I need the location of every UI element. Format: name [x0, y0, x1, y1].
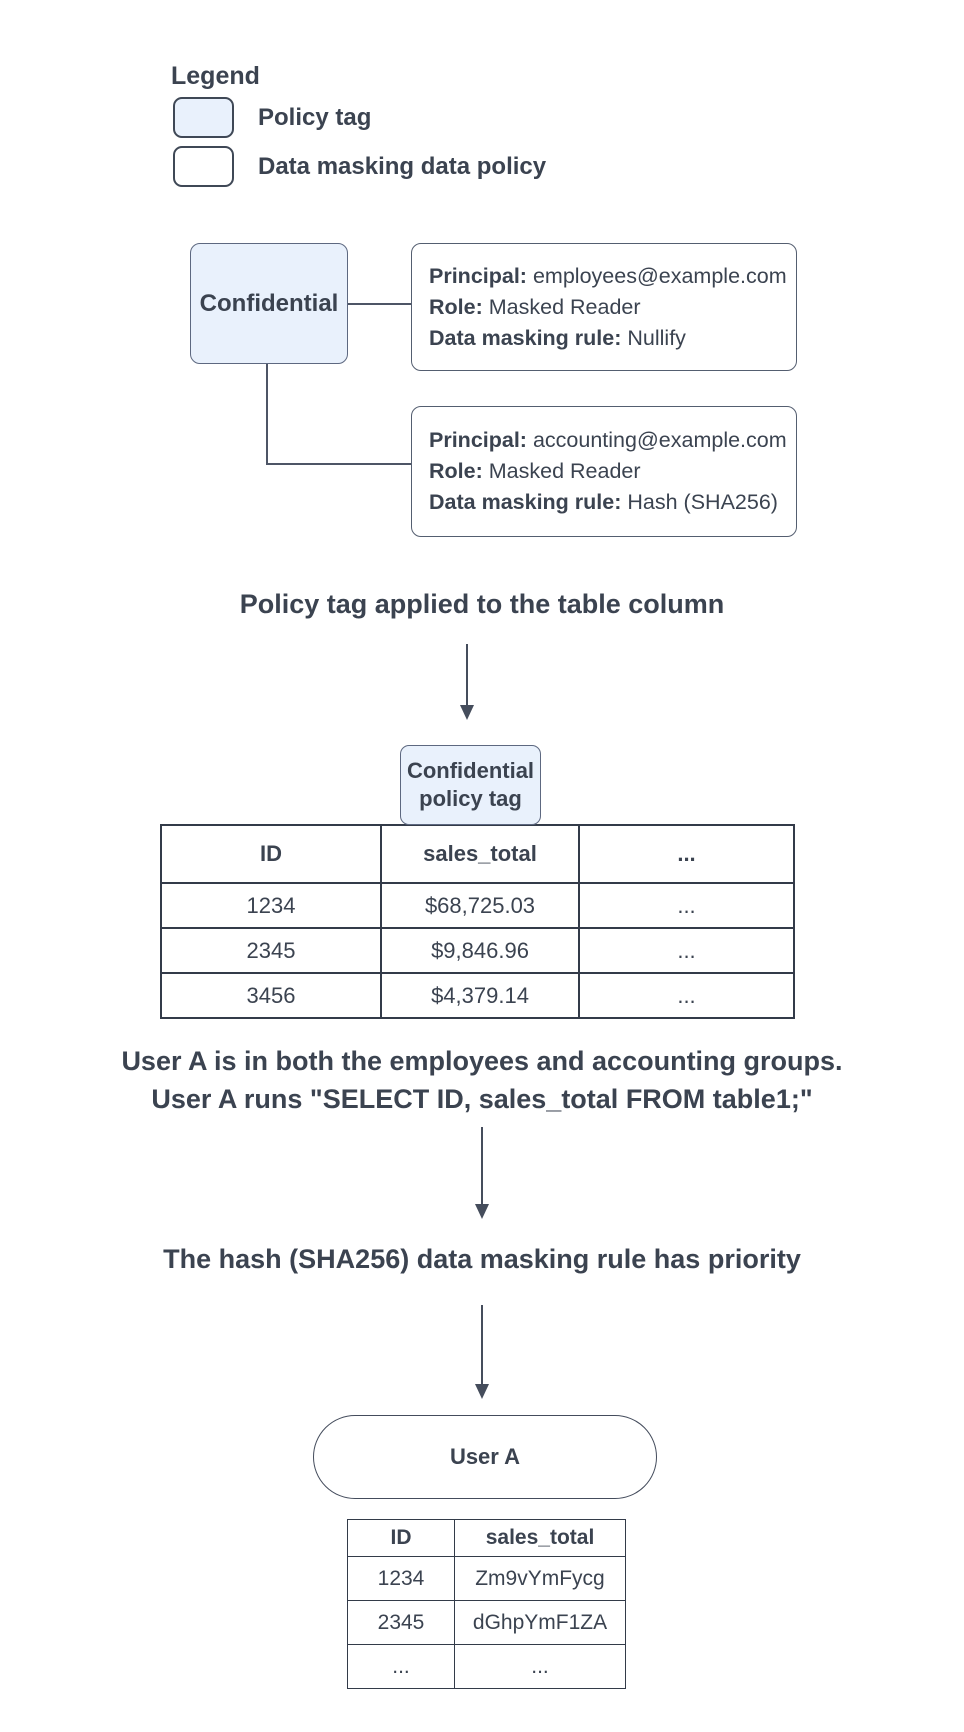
user-a-label: User A — [449, 1444, 521, 1469]
column-header-id: ID — [161, 825, 381, 883]
table-row — [161, 883, 794, 928]
cell-ellipsis: ... — [579, 883, 794, 928]
table-row — [348, 1645, 626, 1689]
data-policy-swatch — [173, 146, 234, 187]
caption-user-groups-line2: User A runs "SELECT ID, sales_total FROM table1;" — [151, 1084, 813, 1114]
table-header-row — [161, 825, 794, 883]
down-arrow-icon — [481, 1305, 483, 1385]
cell-sales-total: $4,379.14 — [381, 973, 579, 1018]
table-row — [161, 973, 794, 1018]
role-value: Masked Reader — [488, 459, 641, 483]
cell-id: ... — [348, 1645, 455, 1689]
column-header-ellipsis: ... — [579, 825, 794, 883]
cell-ellipsis: ... — [579, 928, 794, 973]
policy-tag-swatch — [173, 97, 234, 138]
column-header-sales-total: sales_total — [455, 1520, 626, 1557]
cell-sales-total: $9,846.96 — [381, 928, 579, 973]
badge-line1: Confidential — [406, 758, 535, 783]
arrowhead-icon — [460, 705, 474, 720]
principal-value: accounting@example.com — [532, 428, 787, 452]
principal-label: Principal: — [429, 428, 527, 452]
data-policy-box-accounting — [411, 406, 797, 537]
arrowhead-icon — [475, 1204, 489, 1219]
table-row — [348, 1601, 626, 1645]
policy1-role-row — [429, 292, 796, 323]
cell-id: 1234 — [348, 1557, 455, 1601]
cell-sales-total: $68,725.03 — [381, 883, 579, 928]
caption-user-groups — [0, 1042, 964, 1118]
user-a-node — [313, 1415, 657, 1499]
principal-value: employees@example.com — [532, 263, 787, 288]
column-header-id: ID — [348, 1520, 455, 1557]
rule-value: Nullify — [627, 325, 686, 350]
policy2-rule-row — [429, 487, 796, 518]
role-value: Masked Reader — [488, 294, 641, 319]
column-header-sales-total: sales_total — [381, 825, 579, 883]
confidential-policy-tag-badge — [400, 745, 541, 825]
legend-title: Legend — [171, 62, 260, 90]
data-policy-box-employees — [411, 243, 797, 371]
role-label: Role: — [429, 294, 483, 319]
table-row — [161, 928, 794, 973]
legend-label-policy-tag: Policy tag — [258, 104, 372, 131]
down-arrow-icon — [481, 1127, 483, 1205]
cell-id: 2345 — [161, 928, 381, 973]
principal-label: Principal: — [429, 263, 527, 288]
table-row — [348, 1557, 626, 1601]
connector-tag-to-policy1 — [348, 303, 411, 305]
caption-hash-priority: The hash (SHA256) data masking rule has priority — [163, 1244, 801, 1274]
cell-hashed-value: dGhpYmF1ZA — [455, 1601, 626, 1645]
table-header-row — [348, 1520, 626, 1557]
policy2-role-row — [429, 456, 796, 487]
badge-line2: policy tag — [419, 786, 522, 811]
connector-tag-to-policy2-horizontal — [266, 463, 411, 465]
caption-user-groups-line1: User A is in both the employees and accounting groups. — [121, 1046, 843, 1076]
connector-tag-to-policy2-vertical — [266, 364, 268, 465]
confidential-policy-tag-node — [190, 243, 348, 364]
rule-label: Data masking rule: — [429, 325, 622, 350]
cell-id: 2345 — [348, 1601, 455, 1645]
cell-ellipsis: ... — [579, 973, 794, 1018]
rule-label: Data masking rule: — [429, 490, 622, 514]
caption-policy-tag-applied: Policy tag applied to the table column — [239, 589, 725, 619]
policy1-principal-row — [429, 261, 796, 292]
cell-id: 1234 — [161, 883, 381, 928]
down-arrow-icon — [466, 644, 468, 706]
role-label: Role: — [429, 459, 483, 483]
legend-label-data-policy: Data masking data policy — [258, 153, 547, 180]
confidential-label: Confidential — [199, 289, 339, 317]
cell-id: 3456 — [161, 973, 381, 1018]
result-table — [347, 1519, 626, 1689]
source-table — [160, 824, 795, 1019]
arrowhead-icon — [475, 1384, 489, 1399]
policy2-principal-row — [429, 425, 796, 456]
rule-value: Hash (SHA256) — [627, 490, 778, 514]
cell-hashed-value: ... — [455, 1645, 626, 1689]
cell-hashed-value: Zm9vYmFycg — [455, 1557, 626, 1601]
policy1-rule-row — [429, 323, 796, 354]
